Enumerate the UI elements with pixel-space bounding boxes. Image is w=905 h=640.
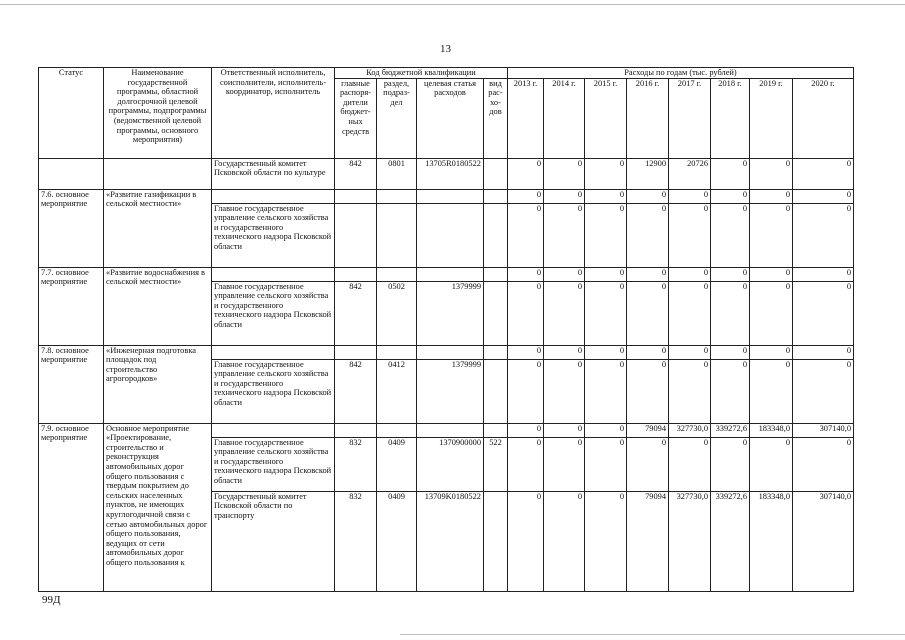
- expense-value: 183348,0: [750, 491, 793, 591]
- budget-main-cell: 832: [335, 437, 377, 491]
- expense-value: 0: [544, 359, 585, 423]
- table-row: [39, 345, 854, 359]
- expense-value: 0: [669, 437, 711, 491]
- expense-value: 0: [544, 345, 585, 359]
- expense-value: 0: [508, 281, 544, 345]
- header-year: 2019 г.: [750, 78, 793, 158]
- expense-value: 0: [585, 281, 627, 345]
- expense-value: 307140,0: [793, 423, 854, 437]
- budget-code-cell: [377, 345, 417, 359]
- expense-value: 0: [544, 189, 585, 203]
- expense-value: 0: [544, 281, 585, 345]
- expense-value: 0: [627, 359, 669, 423]
- expense-value: 0: [793, 203, 854, 267]
- expense-value: 0: [793, 189, 854, 203]
- expense-value: 0: [585, 267, 627, 281]
- responsible-cell: Главное государственное управление сельского хозяйства и государственного технического надзора Псковской области: [212, 437, 335, 491]
- expense-value: 0: [750, 267, 793, 281]
- status-cell: 7.7. основное мероприятие: [39, 267, 104, 345]
- expense-value: 12900: [627, 158, 669, 189]
- budget-type-cell: [484, 203, 508, 267]
- expense-value: 0: [544, 423, 585, 437]
- header-year: 2017 г.: [669, 78, 711, 158]
- expense-value: 20726: [669, 158, 711, 189]
- budget-main-cell: 842: [335, 359, 377, 423]
- budget-code-cell: [377, 267, 417, 281]
- expense-value: 79094: [627, 423, 669, 437]
- budget-section-cell: 0412: [377, 359, 417, 423]
- expense-value: 0: [793, 359, 854, 423]
- budget-code-cell: [417, 423, 484, 437]
- expense-value: 0: [711, 437, 750, 491]
- budget-target-cell: [417, 203, 484, 267]
- status-cell: 7.9. основное мероприятие: [39, 423, 104, 591]
- header-budget-code: Код бюджетной квалификации: [335, 68, 508, 79]
- expense-value: 0: [750, 281, 793, 345]
- expense-value: 0: [750, 189, 793, 203]
- expense-value: 0: [793, 281, 854, 345]
- budget-target-cell: 1379999: [417, 359, 484, 423]
- expense-value: 0: [508, 345, 544, 359]
- budget-code-cell: [377, 423, 417, 437]
- expense-value: 0: [711, 281, 750, 345]
- expense-value: 0: [508, 189, 544, 203]
- expense-value: 0: [750, 203, 793, 267]
- expense-value: 0: [750, 359, 793, 423]
- name-cell: «Развитие водоснабжения в сельской местности»: [104, 267, 212, 345]
- scan-edge-top: [0, 4, 905, 5]
- responsible-cell: [212, 267, 335, 281]
- expense-value: 0: [627, 189, 669, 203]
- expense-value: 0: [508, 423, 544, 437]
- budget-type-cell: 522: [484, 437, 508, 491]
- expense-value: 0: [669, 359, 711, 423]
- table-row: [39, 158, 854, 189]
- header-year: 2018 г.: [711, 78, 750, 158]
- name-cell: Основное мероприятие «Проектирование, строительство и реконструкция автомобильных дорог общего пользования с твердым покрытием до сельских населенных пунктов, не имеющих круглогодичной связи с сетью автомобильных дорог общего пользования, ведущих от сети автомобильных дорог общего пользования к: [104, 423, 212, 591]
- expense-value: 0: [544, 203, 585, 267]
- budget-main-cell: 842: [335, 158, 377, 189]
- budget-target-cell: 1379999: [417, 281, 484, 345]
- responsible-cell: [212, 345, 335, 359]
- expense-value: 0: [627, 267, 669, 281]
- budget-type-cell: [484, 281, 508, 345]
- expense-value: 0: [544, 158, 585, 189]
- expense-value: 307140,0: [793, 491, 854, 591]
- expense-value: 0: [508, 359, 544, 423]
- budget-target-cell: 13705R0180522: [417, 158, 484, 189]
- expense-value: 339272,6: [711, 423, 750, 437]
- budget-section-cell: 0409: [377, 437, 417, 491]
- responsible-cell: Главное государственное управление сельского хозяйства и государственного технического надзора Псковской области: [212, 281, 335, 345]
- page-number: 13: [440, 43, 451, 55]
- header-responsible: Ответственный исполнитель, соисполнители, исполнитель-координатор, исполнитель: [212, 68, 335, 159]
- table-row: [39, 423, 854, 437]
- expense-value: 0: [750, 345, 793, 359]
- expense-value: 339272,6: [711, 491, 750, 591]
- expense-value: 0: [711, 189, 750, 203]
- budget-main-cell: 842: [335, 281, 377, 345]
- budget-type-cell: [484, 359, 508, 423]
- header-row-1: [39, 68, 854, 79]
- expense-value: 0: [793, 267, 854, 281]
- budget-code-cell: [335, 423, 377, 437]
- responsible-cell: Государственный комитет Псковской области по культуре: [212, 158, 335, 189]
- expense-value: 0: [669, 203, 711, 267]
- expense-value: 327730,0: [669, 491, 711, 591]
- name-cell: «Инженерная подготовка площадок под строительство агрогородков»: [104, 345, 212, 423]
- budget-code-cell: [335, 267, 377, 281]
- expense-value: 0: [508, 437, 544, 491]
- expense-value: 0: [750, 158, 793, 189]
- expense-value: 0: [544, 437, 585, 491]
- header-year: 2013 г.: [508, 78, 544, 158]
- expense-value: 0: [585, 203, 627, 267]
- budget-section-cell: 0502: [377, 281, 417, 345]
- header-status: Статус: [39, 68, 104, 159]
- responsible-cell: Государственный комитет Псковской области по транспорту: [212, 491, 335, 591]
- expense-value: 79094: [627, 491, 669, 591]
- expense-value: 0: [711, 345, 750, 359]
- expense-value: 0: [669, 345, 711, 359]
- budget-code-cell: [484, 423, 508, 437]
- status-cell: 7.8. основное мероприятие: [39, 345, 104, 423]
- name-cell: [104, 158, 212, 189]
- expense-value: 0: [627, 203, 669, 267]
- header-year: 2015 г.: [585, 78, 627, 158]
- budget-code-cell: [417, 189, 484, 203]
- status-cell: [39, 158, 104, 189]
- header-budget-main: главные распоря-дители бюджет-ных средств: [335, 78, 377, 158]
- budget-target-cell: 1370900000: [417, 437, 484, 491]
- budget-code-cell: [377, 189, 417, 203]
- budget-main-cell: [335, 203, 377, 267]
- expense-value: 0: [627, 437, 669, 491]
- expense-value: 0: [585, 423, 627, 437]
- expense-value: 0: [793, 345, 854, 359]
- budget-target-cell: 13709K0180522: [417, 491, 484, 591]
- expense-value: 0: [544, 491, 585, 591]
- expense-value: 0: [508, 203, 544, 267]
- expense-value: 0: [711, 203, 750, 267]
- expense-value: 0: [585, 158, 627, 189]
- expense-value: 0: [750, 437, 793, 491]
- budget-section-cell: [377, 203, 417, 267]
- budget-code-cell: [417, 267, 484, 281]
- expense-value: 327730,0: [669, 423, 711, 437]
- header-year: 2020 г.: [793, 78, 854, 158]
- responsible-cell: [212, 189, 335, 203]
- header-budget-target: целевая статья расходов: [417, 78, 484, 158]
- table-row: [39, 189, 854, 203]
- budget-type-cell: [484, 491, 508, 591]
- expense-value: 0: [711, 267, 750, 281]
- responsible-cell: Главное государственное управление сельского хозяйства и государственного технического надзора Псковской области: [212, 203, 335, 267]
- budget-code-cell: [484, 189, 508, 203]
- expense-value: 0: [793, 437, 854, 491]
- expense-value: 0: [669, 267, 711, 281]
- expense-value: 0: [585, 189, 627, 203]
- expense-value: 0: [711, 359, 750, 423]
- budget-code-cell: [484, 267, 508, 281]
- expense-value: 0: [627, 345, 669, 359]
- header-name: Наименование государственной программы, областной долгосрочной целевой программы, подпрограммы (ведомственной целевой программы, основного мероприятия): [104, 68, 212, 159]
- status-cell: 7.6. основное мероприятие: [39, 189, 104, 267]
- expense-value: 0: [669, 189, 711, 203]
- header-budget-section: раздел, подраз-дел: [377, 78, 417, 158]
- header-year: 2014 г.: [544, 78, 585, 158]
- budget-main-cell: 832: [335, 491, 377, 591]
- expense-value: 0: [585, 345, 627, 359]
- expense-value: 0: [793, 158, 854, 189]
- expense-value: 0: [585, 491, 627, 591]
- budget-code-cell: [335, 345, 377, 359]
- expense-value: 0: [585, 359, 627, 423]
- header-budget-type: вид рас-хо-дов: [484, 78, 508, 158]
- expense-value: 0: [711, 158, 750, 189]
- expense-value: 0: [669, 281, 711, 345]
- budget-code-cell: [335, 189, 377, 203]
- name-cell: «Развитие газификации в сельской местности»: [104, 189, 212, 267]
- budget-table: [38, 67, 854, 592]
- expense-value: 0: [585, 437, 627, 491]
- expense-value: 0: [508, 491, 544, 591]
- expense-value: 183348,0: [750, 423, 793, 437]
- expense-value: 0: [508, 267, 544, 281]
- expense-value: 0: [508, 158, 544, 189]
- header-year: 2016 г.: [627, 78, 669, 158]
- expense-value: 0: [544, 267, 585, 281]
- table-row: [39, 267, 854, 281]
- budget-code-cell: [484, 345, 508, 359]
- budget-section-cell: 0409: [377, 491, 417, 591]
- footer-code: 99Д: [42, 594, 61, 606]
- scan-edge-bottom: [400, 634, 905, 635]
- budget-code-cell: [417, 345, 484, 359]
- budget-section-cell: 0801: [377, 158, 417, 189]
- responsible-cell: Главное государственное управление сельского хозяйства и государственного технического надзора Псковской области: [212, 359, 335, 423]
- expense-value: 0: [627, 281, 669, 345]
- responsible-cell: [212, 423, 335, 437]
- budget-type-cell: [484, 158, 508, 189]
- header-expenses: Расходы по годам (тыс. рублей): [508, 68, 854, 79]
